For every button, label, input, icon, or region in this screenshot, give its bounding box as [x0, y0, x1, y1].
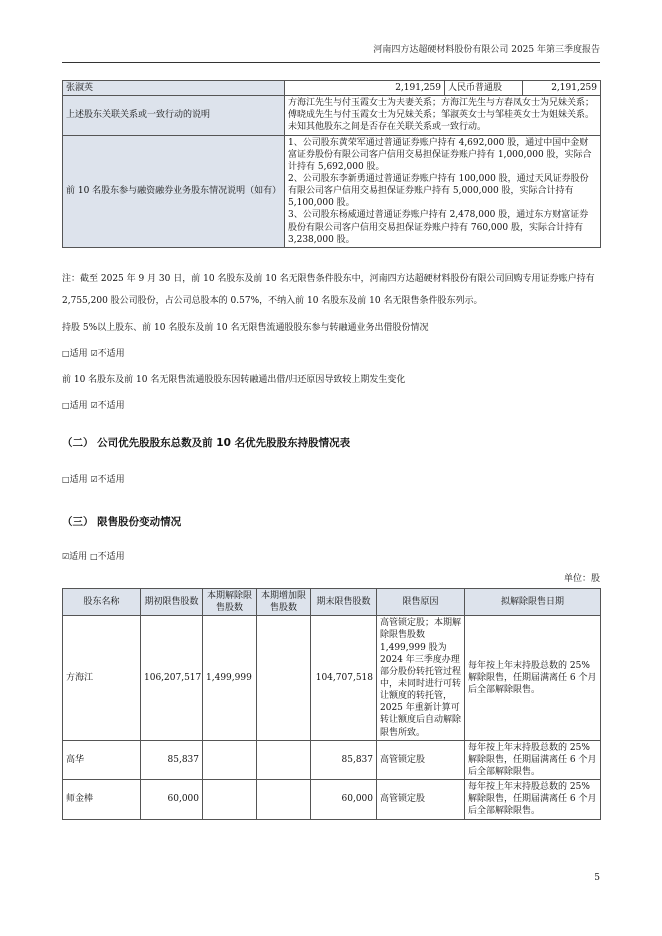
column-header: 本期增加限售股数 [257, 589, 311, 616]
margin-content-cell [285, 135, 601, 247]
table-row [63, 135, 601, 247]
table-row [63, 96, 601, 135]
margin-item: 1、公司股东黄荣军通过普通证券账户持有 4,692,000 股，通过中国中金财富证券股份有限公司客户信用交易担保证券账户持有 1,000,000 股，实际合计持有 5,692,000 股。 [288, 137, 592, 172]
header-rule [62, 62, 600, 63]
end-shares-cell: 60,000 [311, 780, 377, 819]
end-shares-cell: 85,837 [311, 740, 377, 779]
change-check [62, 400, 125, 412]
option-label: 适用 [69, 401, 88, 411]
column-header: 股东名称 [63, 589, 141, 616]
section-3-title: （三） 限售股份变动情况 [62, 516, 182, 528]
checked-box-icon[interactable]: ☑ [90, 401, 98, 410]
section-2-check [62, 474, 125, 486]
option-label: 不适用 [97, 401, 125, 411]
released-shares-cell: 1,499,999 [203, 616, 257, 740]
margin-label-cell: 前 10 名股东参与融资融券业务股东情况说明（如有） [63, 135, 285, 247]
shareholder-name-cell: 张淑英 [63, 81, 285, 96]
table-row [63, 740, 601, 779]
lending-check [62, 348, 125, 360]
table-row [63, 81, 601, 96]
column-header: 拟解除限售日期 [465, 589, 601, 616]
added-shares-cell [257, 780, 311, 819]
column-header: 期末限售股数 [311, 589, 377, 616]
related-content-cell: 方海江先生与付玉霞女士为夫妻关系；方海江先生与方春凤女士为兄妹关系；傅晓成先生与付玉霞女士为兄妹关系；邹淑英女士与邹桂英女士为姐妹关系。未知其他股东之间是否存在关联关系或一致行动。 [285, 96, 601, 135]
option-label: 不适用 [97, 552, 125, 562]
start-shares-cell: 85,837 [141, 740, 203, 779]
share-type-cell: 人民币普通股 [445, 81, 523, 96]
shareholder-info-table [62, 80, 601, 248]
released-shares-cell [203, 740, 257, 779]
added-shares-cell [257, 616, 311, 740]
released-shares-cell [203, 780, 257, 819]
option-label: 适用 [69, 475, 88, 485]
restricted-shares-table [62, 588, 601, 820]
checkbox-icon[interactable]: □ [62, 349, 70, 358]
shares-cell: 2,191,259 [285, 81, 445, 96]
page-number: 5 [594, 873, 600, 883]
shareholder-name-cell: 方海江 [63, 616, 141, 740]
repurchase-note: 注：截至 2025 年 9 月 30 日，前 10 名股东及前 10 名无限售条件股东中，河南四方达超硬材料股份有限公司回购专用证券账户持有 2,755,200 股公司股份，占公司总股本的 0.57%，不纳入前 10 名股东及前 10 名无限售条件股东列示。 [62, 274, 595, 307]
option-label: 适用 [69, 552, 88, 562]
added-shares-cell [257, 740, 311, 779]
reason-cell: 高管锁定股 [377, 780, 465, 819]
column-header: 限售原因 [377, 589, 465, 616]
option-label: 不适用 [97, 349, 125, 359]
option-label: 不适用 [97, 475, 125, 485]
checkbox-icon[interactable]: □ [62, 475, 70, 484]
margin-item: 3、公司股东杨威通过普通证券账户持有 2,478,000 股，通过东方财富证券股份有限公司客户信用交易担保证券账户持有 760,000 股，实际合计持有 3,238,000 股。 [288, 210, 589, 245]
checked-box-icon[interactable]: ☑ [90, 475, 98, 484]
column-header: 期初限售股数 [141, 589, 203, 616]
end-shares-cell: 104,707,518 [311, 616, 377, 740]
checked-box-icon[interactable]: ☑ [62, 552, 70, 561]
lending-title: 持股 5%以上股东、前 10 名股东及前 10 名无限售流通股股东参与转融通业务出借股份情况 [62, 323, 429, 333]
start-shares-cell: 106,207,517 [141, 616, 203, 740]
checked-box-icon[interactable]: ☑ [90, 349, 98, 358]
table-row [63, 780, 601, 819]
share-qty-cell: 2,191,259 [523, 81, 601, 96]
shareholder-name-cell: 师金棒 [63, 780, 141, 819]
unit-label: 单位：股 [563, 574, 600, 584]
change-title: 前 10 名股东及前 10 名无限售流通股股东因转融通出借/归还原因导致较上期发生变化 [62, 375, 406, 385]
checkbox-icon[interactable]: □ [62, 401, 70, 410]
release-date-cell: 每年按上年末持股总数的 25%解除限售，任期届满离任 6 个月后全部解除限售。 [465, 616, 601, 740]
release-date-cell: 每年按上年末持股总数的 25%解除限售，任期届满离任 6 个月后全部解除限售。 [465, 780, 601, 819]
reason-cell: 高管锁定股；本期解除限售股数 1,499,999 股为 2024 年三季度办理部分股份转托管过程中，未同时进行可转让额度的转托管，2025 年重新计算可转让额度后自动解除限售所致。 [377, 616, 465, 740]
release-date-cell: 每年按上年末持股总数的 25%解除限售，任期届满离任 6 个月后全部解除限售。 [465, 740, 601, 779]
table-header-row [63, 589, 601, 616]
reason-cell: 高管锁定股 [377, 740, 465, 779]
report-header: 河南四方达超硬材料股份有限公司 2025 年第三季度报告 [373, 45, 600, 55]
related-label-cell: 上述股东关联关系或一致行动的说明 [63, 96, 285, 135]
column-header: 本期解除限售股数 [203, 589, 257, 616]
start-shares-cell: 60,000 [141, 780, 203, 819]
margin-item: 2、公司股东李新勇通过普通证券账户持有 100,000 股，通过天风证券股份有限公司客户信用交易担保证券账户持有 5,000,000 股，实际合计持有 5,100,000 股。 [288, 173, 589, 209]
shareholder-name-cell: 高华 [63, 740, 141, 779]
section-3-check [62, 551, 125, 563]
checkbox-icon[interactable]: □ [90, 552, 98, 561]
table-row [63, 616, 601, 740]
section-2-title: （二） 公司优先股股东总数及前 10 名优先股股东持股情况表 [62, 437, 351, 449]
option-label: 适用 [69, 349, 88, 359]
